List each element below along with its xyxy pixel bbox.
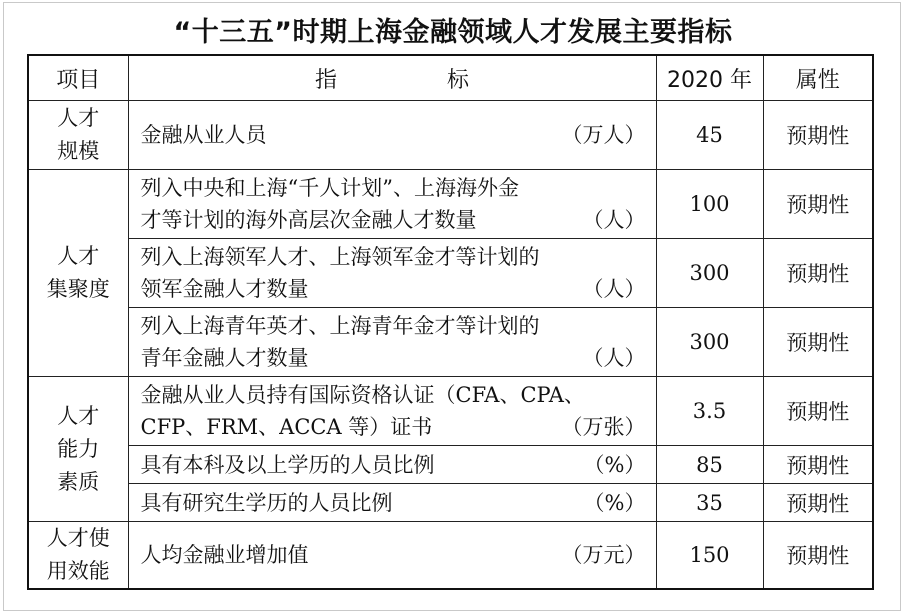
attribute-cell: 预期性: [763, 239, 873, 308]
attribute-cell: 预期性: [763, 377, 873, 446]
indicator-table: [27, 54, 874, 590]
value-cell: 35: [656, 484, 763, 522]
table-row: [28, 101, 873, 170]
indicator-cell: 具有本科及以上学历的人员比例 （%）: [128, 446, 656, 484]
attribute-cell: 预期性: [763, 522, 873, 590]
category-efficiency: 人才使 用效能: [28, 522, 128, 590]
table-row: [28, 239, 873, 308]
indicator-cell: 金融从业人员 （万人）: [128, 101, 656, 170]
header-indicator-right: 标: [447, 67, 470, 93]
category-scale: 人才 规模: [28, 101, 128, 170]
value-cell: 300: [656, 308, 763, 377]
value-cell: 150: [656, 522, 763, 590]
value-cell: 300: [656, 239, 763, 308]
value-cell: 100: [656, 170, 763, 239]
attribute-cell: 预期性: [763, 484, 873, 522]
table-row: [28, 308, 873, 377]
indicator-cell: 列入上海青年英才、上海青年金才等计划的 青年金融人才数量 （人）: [128, 308, 656, 377]
attribute-cell: 预期性: [763, 308, 873, 377]
header-indicator-left: 指: [314, 67, 337, 93]
header-category: 项目: [28, 55, 128, 101]
attribute-cell: 预期性: [763, 101, 873, 170]
table-row: [28, 170, 873, 239]
header-indicator: [128, 55, 656, 101]
table-row: [28, 484, 873, 522]
indicator-cell: 列入中央和上海“千人计划”、上海海外金 才等计划的海外高层次金融人才数量 （人）: [128, 170, 656, 239]
table-row: [28, 522, 873, 590]
category-concentration: 人才 集聚度: [28, 170, 128, 377]
indicator-cell: 金融从业人员持有国际资格认证（CFA、CPA、 CFP、FRM、ACCA 等）证书 （万张）: [128, 377, 656, 446]
header-row: [28, 55, 873, 101]
header-attribute: 属性: [763, 55, 873, 101]
page-title: “十三五”时期上海金融领域人才发展主要指标: [173, 17, 733, 48]
table-row: [28, 377, 873, 446]
indicator-cell: 具有研究生学历的人员比例 （%）: [128, 484, 656, 522]
attribute-cell: 预期性: [763, 446, 873, 484]
attribute-cell: 预期性: [763, 170, 873, 239]
value-cell: 85: [656, 446, 763, 484]
header-year: 2020 年: [656, 55, 763, 101]
category-quality: 人才 能力 素质: [28, 377, 128, 522]
table-row: [28, 446, 873, 484]
value-cell: 45: [656, 101, 763, 170]
indicator-cell: 列入上海领军人才、上海领军金才等计划的 领军金融人才数量 （人）: [128, 239, 656, 308]
indicator-cell: 人均金融业增加值 （万元）: [128, 522, 656, 590]
value-cell: 3.5: [656, 377, 763, 446]
